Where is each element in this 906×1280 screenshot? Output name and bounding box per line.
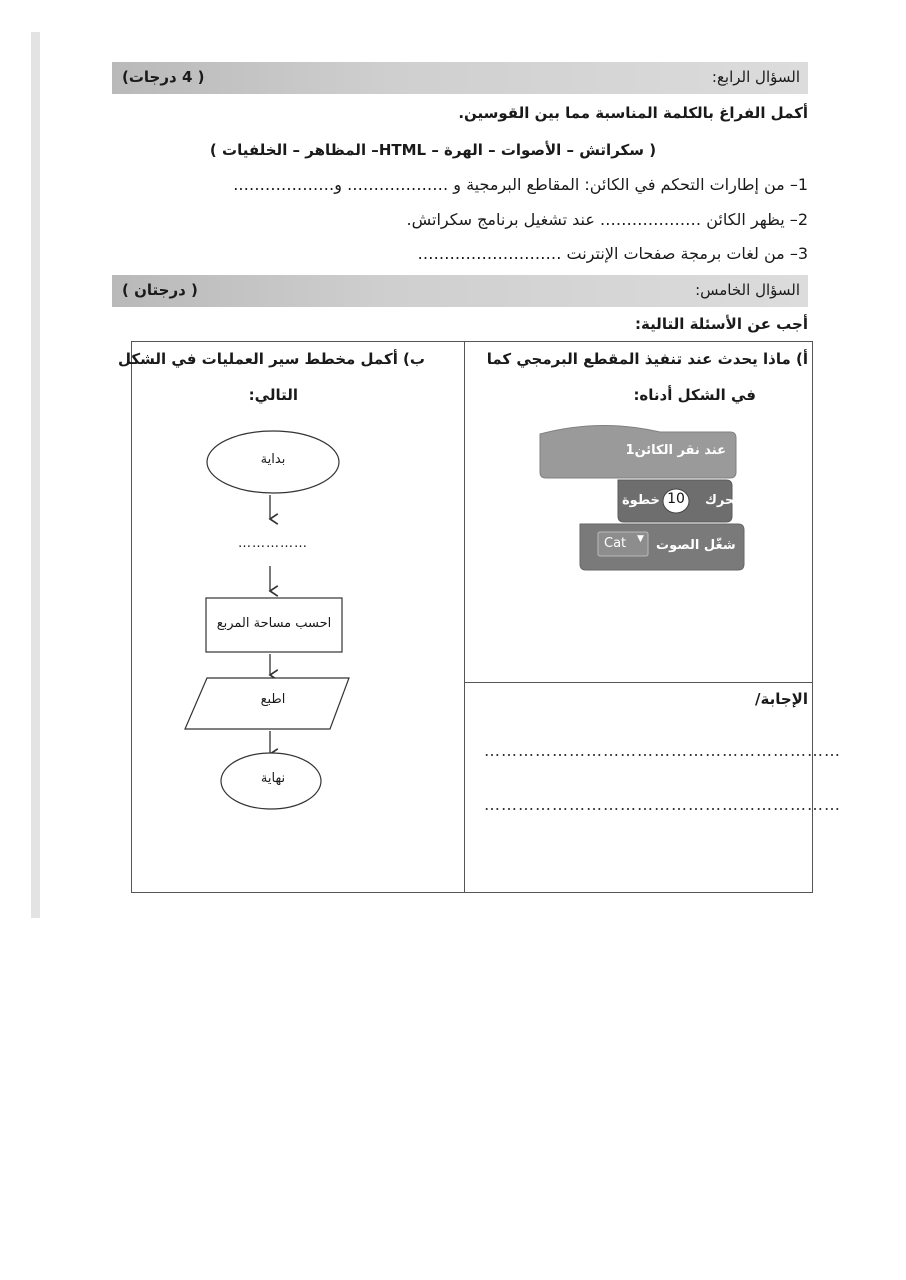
- flow-start-label: بداية: [260, 452, 286, 467]
- answer-line-1: ………………………………………………………: [484, 741, 841, 760]
- question-4-instruction: أكمل الفراغ بالكلمة المناسبة مما بين القوسين.: [458, 104, 808, 122]
- scratch-move-value: 10: [667, 491, 685, 507]
- question-5-title: السؤال الخامس:: [695, 281, 800, 299]
- part-b-question-line1: ب) أكمل مخطط سير العمليات في الشكل: [118, 350, 425, 368]
- flow-process-label: احسب مساحة المربع: [216, 616, 332, 631]
- scratch-move-label: تحرك: [705, 493, 740, 508]
- fill-item-2: 2– يظهر الكائن ………………. عند تشغيل برنامج سكراتش.: [406, 210, 808, 229]
- scratch-sound-value: Cat: [604, 536, 627, 551]
- answer-label: الإجابة/: [755, 690, 808, 708]
- table-row-divider: [464, 682, 813, 683]
- flow-end-label: نهاية: [260, 771, 286, 786]
- table-column-divider: [464, 341, 465, 893]
- question-5-banner: [112, 275, 808, 307]
- question-5-grade: ( درجتان ): [122, 281, 198, 299]
- page-margin-bar: [31, 32, 40, 918]
- part-b-question-line2: التالي:: [248, 386, 298, 404]
- part-a-question-line1: أ) ماذا يحدث عند تنفيذ المقطع البرمجي كما: [486, 350, 808, 368]
- scratch-move-unit: خطوة: [622, 493, 660, 508]
- question-4-title: السؤال الرابع:: [711, 68, 800, 86]
- question-4-grade: ( 4 درجات): [122, 68, 205, 86]
- fill-item-3: 3– من لغات برمجة صفحات الإنترنت ………………………: [417, 244, 808, 263]
- answer-line-2: ………………………………………………………: [484, 795, 841, 814]
- scratch-sound-label: شغّل الصوت: [656, 538, 736, 553]
- dropdown-triangle-icon: ▼: [637, 534, 644, 544]
- question-4-banner: [112, 62, 808, 94]
- word-bank: ( سكراتش – الأصوات – الهرة – HTML– المظاهر – الخلفيات ): [209, 141, 657, 159]
- flow-output-label: اطبع: [260, 692, 286, 707]
- fill-item-1: 1– من إطارات التحكم في الكائن: المقاطع البرمجية و ………………. و……………….: [233, 175, 808, 194]
- part-a-question-line2: في الشكل أدناه:: [633, 386, 756, 404]
- question-5-instruction: أجب عن الأسئلة التالية:: [634, 315, 808, 333]
- scratch-hat-label: عند نقر الكائن1: [625, 443, 726, 458]
- flow-blank: ……………: [238, 536, 308, 551]
